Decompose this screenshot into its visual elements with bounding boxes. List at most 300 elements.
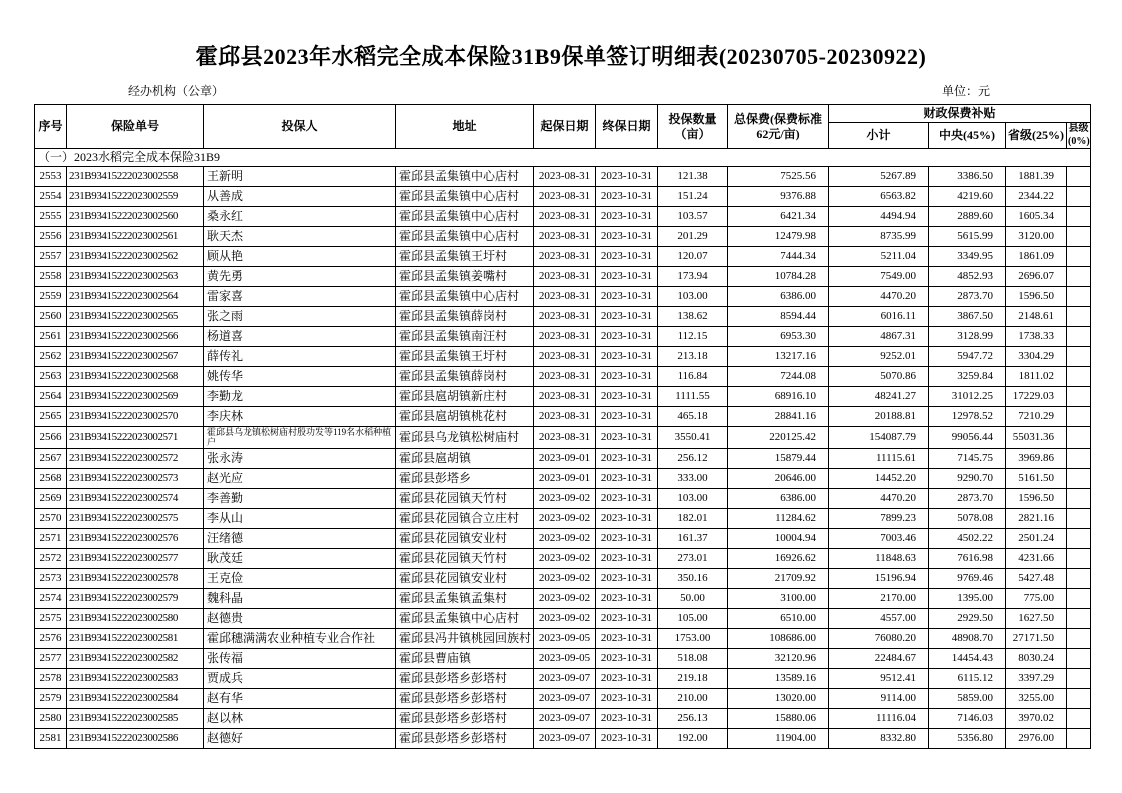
- table-row: [35, 448, 1091, 468]
- cell-central: 2873.70: [929, 488, 1006, 508]
- cell-insured: 黄先勇: [204, 267, 396, 287]
- cell-end-date: 2023-10-31: [596, 648, 658, 668]
- cell-end-date: 2023-10-31: [596, 427, 658, 449]
- cell-start-date: 2023-09-07: [534, 668, 596, 688]
- cell-quantity: 151.24: [658, 187, 728, 207]
- cell-quantity: 50.00: [658, 588, 728, 608]
- cell-premium: 15879.44: [728, 448, 829, 468]
- cell-policy-no: 231B93415222023002586: [67, 728, 204, 748]
- cell-end-date: 2023-10-31: [596, 688, 658, 708]
- table-row: [35, 187, 1091, 207]
- cell-premium: 10004.94: [728, 528, 829, 548]
- cell-policy-no: 231B93415222023002561: [67, 227, 204, 247]
- cell-central: 12978.52: [929, 407, 1006, 427]
- cell-county: [1067, 728, 1091, 748]
- cell-quantity: 256.12: [658, 448, 728, 468]
- cell-start-date: 2023-09-02: [534, 568, 596, 588]
- cell-provincial: 8030.24: [1006, 648, 1067, 668]
- cell-central: 3386.50: [929, 167, 1006, 187]
- cell-start-date: 2023-09-07: [534, 688, 596, 708]
- cell-end-date: 2023-10-31: [596, 668, 658, 688]
- cell-insured: 汪绪德: [204, 528, 396, 548]
- cell-provincial: 7210.29: [1006, 407, 1067, 427]
- cell-quantity: 138.62: [658, 307, 728, 327]
- table-row: [35, 568, 1091, 588]
- table-row: [35, 387, 1091, 407]
- cell-seq: 2557: [35, 247, 67, 267]
- cell-end-date: 2023-10-31: [596, 448, 658, 468]
- table-row: [35, 608, 1091, 628]
- cell-quantity: 120.07: [658, 247, 728, 267]
- cell-policy-no: 231B93415222023002582: [67, 648, 204, 668]
- cell-start-date: 2023-08-31: [534, 307, 596, 327]
- cell-address: 霍邱县孟集镇孟集村: [396, 588, 534, 608]
- cell-policy-no: 231B93415222023002579: [67, 588, 204, 608]
- cell-policy-no: 231B93415222023002566: [67, 327, 204, 347]
- table-row: [35, 488, 1091, 508]
- cell-policy-no: 231B93415222023002583: [67, 668, 204, 688]
- cell-address: 霍邱县孟集镇中心店村: [396, 207, 534, 227]
- cell-policy-no: 231B93415222023002563: [67, 267, 204, 287]
- cell-end-date: 2023-10-31: [596, 207, 658, 227]
- cell-central: 3867.50: [929, 307, 1006, 327]
- cell-quantity: 1111.55: [658, 387, 728, 407]
- cell-county: [1067, 688, 1091, 708]
- cell-end-date: 2023-10-31: [596, 608, 658, 628]
- cell-insured: 张传福: [204, 648, 396, 668]
- cell-quantity: 182.01: [658, 508, 728, 528]
- cell-seq: 2559: [35, 287, 67, 307]
- cell-quantity: 173.94: [658, 267, 728, 287]
- table-row: [35, 528, 1091, 548]
- cell-subtotal: 48241.27: [829, 387, 929, 407]
- cell-end-date: 2023-10-31: [596, 468, 658, 488]
- cell-seq: 2577: [35, 648, 67, 668]
- cell-central: 9769.46: [929, 568, 1006, 588]
- cell-start-date: 2023-08-31: [534, 407, 596, 427]
- cell-central: 9290.70: [929, 468, 1006, 488]
- cell-premium: 220125.42: [728, 427, 829, 449]
- cell-subtotal: 7899.23: [829, 508, 929, 528]
- cell-quantity: 201.29: [658, 227, 728, 247]
- table-row: [35, 347, 1091, 367]
- cell-address: 霍邱县孟集镇王圩村: [396, 247, 534, 267]
- cell-provincial: 2344.22: [1006, 187, 1067, 207]
- cell-premium: 68916.10: [728, 387, 829, 407]
- table-row: [35, 207, 1091, 227]
- cell-seq: 2574: [35, 588, 67, 608]
- cell-seq: 2573: [35, 568, 67, 588]
- cell-subtotal: 9114.00: [829, 688, 929, 708]
- cell-central: 1395.00: [929, 588, 1006, 608]
- cell-start-date: 2023-09-05: [534, 628, 596, 648]
- cell-policy-no: 231B93415222023002568: [67, 367, 204, 387]
- cell-insured: 薛传礼: [204, 347, 396, 367]
- cell-provincial: 1605.34: [1006, 207, 1067, 227]
- cell-county: [1067, 568, 1091, 588]
- cell-premium: 6510.00: [728, 608, 829, 628]
- cell-premium: 15880.06: [728, 708, 829, 728]
- cell-county: [1067, 207, 1091, 227]
- cell-quantity: 213.18: [658, 347, 728, 367]
- cell-end-date: 2023-10-31: [596, 387, 658, 407]
- cell-provincial: 5161.50: [1006, 468, 1067, 488]
- cell-subtotal: 4470.20: [829, 287, 929, 307]
- cell-premium: 11284.62: [728, 508, 829, 528]
- cell-address: 霍邱县花园镇合立庄村: [396, 508, 534, 528]
- table-row: [35, 287, 1091, 307]
- cell-central: 2889.60: [929, 207, 1006, 227]
- cell-end-date: 2023-10-31: [596, 708, 658, 728]
- unit-label: 单位：元: [941, 84, 990, 98]
- cell-insured: 雷家喜: [204, 287, 396, 307]
- cell-insured: 李勤龙: [204, 387, 396, 407]
- table-row: [35, 628, 1091, 648]
- cell-provincial: 5427.48: [1006, 568, 1067, 588]
- cell-premium: 6953.30: [728, 327, 829, 347]
- cell-premium: 16926.62: [728, 548, 829, 568]
- cell-quantity: 1753.00: [658, 628, 728, 648]
- cell-insured: 霍邱县乌龙镇松树庙村殷功发等119名水稻种植户: [204, 427, 396, 449]
- cell-county: [1067, 668, 1091, 688]
- cell-end-date: 2023-10-31: [596, 287, 658, 307]
- cell-start-date: 2023-09-02: [534, 508, 596, 528]
- cell-provincial: 2148.61: [1006, 307, 1067, 327]
- table-row: [35, 708, 1091, 728]
- cell-address: 霍邱县曹庙镇: [396, 648, 534, 668]
- cell-policy-no: 231B93415222023002581: [67, 628, 204, 648]
- cell-address: 霍邱县孟集镇中心店村: [396, 287, 534, 307]
- cell-address: 霍邱县乌龙镇松树庙村: [396, 427, 534, 449]
- header-row-1: [35, 105, 1091, 123]
- cell-insured: 桑永红: [204, 207, 396, 227]
- cell-premium: 13020.00: [728, 688, 829, 708]
- cell-subtotal: 154087.79: [829, 427, 929, 449]
- cell-seq: 2571: [35, 528, 67, 548]
- cell-insured: 张之雨: [204, 307, 396, 327]
- col-header-provincial: 省级(25%): [1006, 123, 1067, 149]
- cell-end-date: 2023-10-31: [596, 167, 658, 187]
- cell-insured: 魏科晶: [204, 588, 396, 608]
- cell-provincial: 1861.09: [1006, 247, 1067, 267]
- page-title: 霍邱县2023年水稻完全成本保险31B9保单签订明细表(20230705-20230922): [195, 44, 927, 69]
- cell-quantity: 112.15: [658, 327, 728, 347]
- cell-provincial: 17229.03: [1006, 387, 1067, 407]
- section-title: （一）2023水稻完全成本保险31B9: [35, 149, 1091, 167]
- cell-central: 5356.80: [929, 728, 1006, 748]
- cell-quantity: 333.00: [658, 468, 728, 488]
- cell-policy-no: 231B93415222023002576: [67, 528, 204, 548]
- cell-provincial: 1738.33: [1006, 327, 1067, 347]
- cell-insured: 赵德好: [204, 728, 396, 748]
- cell-seq: 2562: [35, 347, 67, 367]
- cell-end-date: 2023-10-31: [596, 347, 658, 367]
- cell-address: 霍邱县孟集镇中心店村: [396, 187, 534, 207]
- cell-central: 2929.50: [929, 608, 1006, 628]
- cell-provincial: 4231.66: [1006, 548, 1067, 568]
- cell-county: [1067, 247, 1091, 267]
- cell-county: [1067, 488, 1091, 508]
- cell-policy-no: 231B93415222023002558: [67, 167, 204, 187]
- cell-address: 霍邱县彭塔乡彭塔村: [396, 668, 534, 688]
- cell-provincial: 1596.50: [1006, 287, 1067, 307]
- table-row: [35, 247, 1091, 267]
- cell-subtotal: 9252.01: [829, 347, 929, 367]
- cell-central: 5947.72: [929, 347, 1006, 367]
- cell-county: [1067, 307, 1091, 327]
- table-row: [35, 427, 1091, 449]
- cell-quantity: 219.18: [658, 668, 728, 688]
- cell-end-date: 2023-10-31: [596, 548, 658, 568]
- cell-quantity: 116.84: [658, 367, 728, 387]
- cell-policy-no: 231B93415222023002585: [67, 708, 204, 728]
- cell-premium: 10784.28: [728, 267, 829, 287]
- cell-policy-no: 231B93415222023002580: [67, 608, 204, 628]
- cell-seq: 2568: [35, 468, 67, 488]
- col-header-quantity: 投保数量（亩）: [658, 105, 728, 149]
- cell-address: 霍邱县彭塔乡: [396, 468, 534, 488]
- cell-seq: 2555: [35, 207, 67, 227]
- cell-insured: 李从山: [204, 508, 396, 528]
- cell-end-date: 2023-10-31: [596, 528, 658, 548]
- cell-start-date: 2023-08-31: [534, 427, 596, 449]
- table-row: [35, 468, 1091, 488]
- cell-policy-no: 231B93415222023002573: [67, 468, 204, 488]
- cell-insured: 从善成: [204, 187, 396, 207]
- cell-quantity: 3550.41: [658, 427, 728, 449]
- cell-start-date: 2023-09-02: [534, 608, 596, 628]
- cell-seq: 2569: [35, 488, 67, 508]
- cell-end-date: 2023-10-31: [596, 307, 658, 327]
- cell-central: 3128.99: [929, 327, 1006, 347]
- cell-subtotal: 5211.04: [829, 247, 929, 267]
- cell-subtotal: 15196.94: [829, 568, 929, 588]
- cell-county: [1067, 448, 1091, 468]
- cell-seq: 2560: [35, 307, 67, 327]
- cell-premium: 6386.00: [728, 488, 829, 508]
- cell-quantity: 103.00: [658, 488, 728, 508]
- cell-premium: 12479.98: [728, 227, 829, 247]
- cell-seq: 2578: [35, 668, 67, 688]
- cell-county: [1067, 608, 1091, 628]
- cell-insured: 张永涛: [204, 448, 396, 468]
- cell-central: 5859.00: [929, 688, 1006, 708]
- cell-address: 霍邱县花园镇天竹村: [396, 548, 534, 568]
- cell-premium: 8594.44: [728, 307, 829, 327]
- cell-seq: 2566: [35, 427, 67, 449]
- cell-county: [1067, 347, 1091, 367]
- cell-end-date: 2023-10-31: [596, 367, 658, 387]
- section-row: [35, 149, 1091, 167]
- table-row: [35, 367, 1091, 387]
- cell-premium: 32120.96: [728, 648, 829, 668]
- cell-county: [1067, 508, 1091, 528]
- cell-county: [1067, 407, 1091, 427]
- table-row: [35, 327, 1091, 347]
- cell-insured: 赵德贵: [204, 608, 396, 628]
- cell-policy-no: 231B93415222023002578: [67, 568, 204, 588]
- col-header-subtotal: 小计: [829, 123, 929, 149]
- cell-provincial: 3969.86: [1006, 448, 1067, 468]
- cell-seq: 2567: [35, 448, 67, 468]
- cell-start-date: 2023-08-31: [534, 387, 596, 407]
- cell-central: 3349.95: [929, 247, 1006, 267]
- cell-premium: 9376.88: [728, 187, 829, 207]
- cell-start-date: 2023-08-31: [534, 347, 596, 367]
- cell-county: [1067, 187, 1091, 207]
- cell-subtotal: 22484.67: [829, 648, 929, 668]
- cell-subtotal: 5070.86: [829, 367, 929, 387]
- cell-policy-no: 231B93415222023002560: [67, 207, 204, 227]
- cell-premium: 108686.00: [728, 628, 829, 648]
- cell-county: [1067, 327, 1091, 347]
- table-row: [35, 407, 1091, 427]
- cell-premium: 13589.16: [728, 668, 829, 688]
- cell-policy-no: 231B93415222023002559: [67, 187, 204, 207]
- cell-quantity: 192.00: [658, 728, 728, 748]
- cell-central: 48908.70: [929, 628, 1006, 648]
- cell-address: 霍邱县扈胡镇桃花村: [396, 407, 534, 427]
- cell-start-date: 2023-09-07: [534, 728, 596, 748]
- cell-central: 7146.03: [929, 708, 1006, 728]
- cell-central: 7145.75: [929, 448, 1006, 468]
- cell-address: 霍邱县花园镇天竹村: [396, 488, 534, 508]
- cell-start-date: 2023-09-01: [534, 448, 596, 468]
- table-row: [35, 548, 1091, 568]
- cell-central: 7616.98: [929, 548, 1006, 568]
- cell-seq: 2564: [35, 387, 67, 407]
- cell-quantity: 350.16: [658, 568, 728, 588]
- cell-policy-no: 231B93415222023002565: [67, 307, 204, 327]
- cell-subtotal: 7003.46: [829, 528, 929, 548]
- cell-premium: 6421.34: [728, 207, 829, 227]
- cell-policy-no: 231B93415222023002584: [67, 688, 204, 708]
- cell-start-date: 2023-09-01: [534, 468, 596, 488]
- cell-policy-no: 231B93415222023002571: [67, 427, 204, 449]
- cell-seq: 2556: [35, 227, 67, 247]
- cell-insured: 霍邱穗满满农业种植专业合作社: [204, 628, 396, 648]
- cell-policy-no: 231B93415222023002575: [67, 508, 204, 528]
- table-row: [35, 508, 1091, 528]
- cell-central: 4219.60: [929, 187, 1006, 207]
- cell-insured: 王克俭: [204, 568, 396, 588]
- cell-policy-no: 231B93415222023002572: [67, 448, 204, 468]
- cell-seq: 2572: [35, 548, 67, 568]
- cell-address: 霍邱县孟集镇王圩村: [396, 347, 534, 367]
- cell-subtotal: 4867.31: [829, 327, 929, 347]
- cell-insured: 耿天杰: [204, 227, 396, 247]
- cell-quantity: 465.18: [658, 407, 728, 427]
- cell-premium: 20646.00: [728, 468, 829, 488]
- cell-county: [1067, 588, 1091, 608]
- cell-seq: 2579: [35, 688, 67, 708]
- cell-end-date: 2023-10-31: [596, 327, 658, 347]
- cell-provincial: 3397.29: [1006, 668, 1067, 688]
- cell-address: 霍邱县孟集镇薛岗村: [396, 367, 534, 387]
- cell-premium: 28841.16: [728, 407, 829, 427]
- cell-insured: 贾成兵: [204, 668, 396, 688]
- cell-end-date: 2023-10-31: [596, 568, 658, 588]
- cell-insured: 李善勤: [204, 488, 396, 508]
- table-row: [35, 307, 1091, 327]
- table-row: [35, 648, 1091, 668]
- cell-quantity: 273.01: [658, 548, 728, 568]
- col-header-start-date: 起保日期: [534, 105, 596, 149]
- cell-end-date: 2023-10-31: [596, 728, 658, 748]
- cell-subtotal: 2170.00: [829, 588, 929, 608]
- col-header-address: 地址: [396, 105, 534, 149]
- cell-central: 4502.22: [929, 528, 1006, 548]
- cell-end-date: 2023-10-31: [596, 628, 658, 648]
- cell-start-date: 2023-09-02: [534, 528, 596, 548]
- cell-insured: 耿茂廷: [204, 548, 396, 568]
- cell-county: [1067, 287, 1091, 307]
- cell-provincial: 775.00: [1006, 588, 1067, 608]
- cell-address: 霍邱县孟集镇中心店村: [396, 608, 534, 628]
- col-header-policy-no: 保险单号: [67, 105, 204, 149]
- cell-subtotal: 5267.89: [829, 167, 929, 187]
- cell-end-date: 2023-10-31: [596, 187, 658, 207]
- cell-provincial: 2976.00: [1006, 728, 1067, 748]
- cell-end-date: 2023-10-31: [596, 407, 658, 427]
- cell-provincial: 2821.16: [1006, 508, 1067, 528]
- col-header-seq: 序号: [35, 105, 67, 149]
- cell-policy-no: 231B93415222023002570: [67, 407, 204, 427]
- table-row: [35, 227, 1091, 247]
- cell-quantity: 103.57: [658, 207, 728, 227]
- cell-central: 5078.08: [929, 508, 1006, 528]
- cell-premium: 6386.00: [728, 287, 829, 307]
- cell-seq: 2575: [35, 608, 67, 628]
- cell-premium: 7444.34: [728, 247, 829, 267]
- cell-central: 2873.70: [929, 287, 1006, 307]
- cell-subtotal: 4494.94: [829, 207, 929, 227]
- cell-central: 31012.25: [929, 387, 1006, 407]
- cell-central: 4852.93: [929, 267, 1006, 287]
- col-header-county: 县级(0%): [1068, 123, 1090, 147]
- cell-subtotal: 20188.81: [829, 407, 929, 427]
- cell-county: [1067, 628, 1091, 648]
- table-row: [35, 167, 1091, 187]
- col-header-central: 中央(45%): [929, 123, 1006, 149]
- col-header-end-date: 终保日期: [596, 105, 658, 149]
- cell-insured: 赵光应: [204, 468, 396, 488]
- cell-quantity: 121.38: [658, 167, 728, 187]
- cell-address: 霍邱县扈胡镇新庄村: [396, 387, 534, 407]
- cell-insured: 顾从艳: [204, 247, 396, 267]
- cell-end-date: 2023-10-31: [596, 227, 658, 247]
- cell-premium: 3100.00: [728, 588, 829, 608]
- table-row: [35, 267, 1091, 287]
- cell-provincial: 1627.50: [1006, 608, 1067, 628]
- cell-address: 霍邱县孟集镇中心店村: [396, 167, 534, 187]
- cell-subtotal: 11116.04: [829, 708, 929, 728]
- cell-address: 霍邱县孟集镇姜嘴村: [396, 267, 534, 287]
- agency-label: 经办机构（公章）: [128, 84, 225, 98]
- table-row: [35, 668, 1091, 688]
- cell-subtotal: 6563.82: [829, 187, 929, 207]
- cell-end-date: 2023-10-31: [596, 508, 658, 528]
- cell-address: 霍邱县彭塔乡彭塔村: [396, 708, 534, 728]
- cell-start-date: 2023-08-31: [534, 227, 596, 247]
- cell-seq: 2576: [35, 628, 67, 648]
- cell-county: [1067, 548, 1091, 568]
- cell-seq: 2570: [35, 508, 67, 528]
- cell-central: 3259.84: [929, 367, 1006, 387]
- cell-end-date: 2023-10-31: [596, 267, 658, 287]
- col-header-premium: 总保费(保费标准62元/亩): [728, 105, 829, 149]
- cell-address: 霍邱县花园镇安业村: [396, 528, 534, 548]
